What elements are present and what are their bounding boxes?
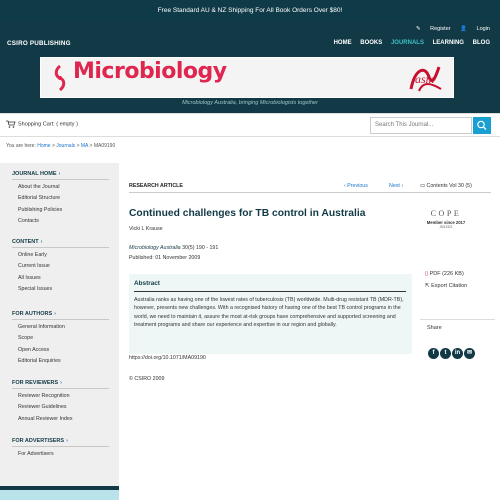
nav-journals[interactable]: JOURNALS — [390, 40, 424, 46]
auth-links — [408, 26, 490, 32]
download-links — [425, 268, 495, 292]
cope-logo: COPE — [430, 209, 462, 218]
sidebar-item-about[interactable]: About the Journal — [18, 184, 60, 190]
tagline: Microbiology Australia, bringing Microbiologists together — [182, 100, 318, 106]
sidebar-content — [12, 239, 109, 295]
login-link[interactable]: 👤 Login — [460, 26, 490, 32]
sidebar-item-editorial-enquiries[interactable]: Editorial Enquiries — [18, 357, 61, 364]
nav-blog[interactable]: BLOG — [472, 40, 490, 46]
microbe-icon — [52, 64, 68, 92]
breadcrumb-journals[interactable]: Journals — [56, 143, 76, 149]
sidebar-advertisers — [12, 438, 109, 460]
doi-link[interactable]: https://doi.org/10.1071/MA09190 — [129, 355, 206, 361]
search-icon — [473, 117, 491, 134]
twitter-icon[interactable]: t — [440, 348, 451, 359]
banner-title: Microbiology — [73, 59, 227, 84]
article-author[interactable]: Vicki L Krause — [129, 226, 163, 232]
chevron-left-icon: ‹ — [344, 183, 346, 189]
search-button[interactable] — [473, 117, 491, 134]
cart-label: Shopping Cart: ( empty ) — [18, 121, 78, 128]
sidebar-item-annual-reviewer-index[interactable]: Annual Reviewer Index — [18, 415, 73, 422]
breadcrumb: You are here: Home > Journals > MA > MA09190 — [6, 143, 116, 149]
svg-text:asm: asm — [415, 72, 435, 86]
breadcrumb-home[interactable]: Home — [37, 143, 51, 149]
nav-learning[interactable]: LEARNING — [432, 40, 464, 46]
register-link[interactable]: ✎ Register — [415, 26, 451, 32]
contents-icon: ▭ — [420, 183, 426, 189]
sidebar-item-general-information[interactable]: General Information — [18, 324, 65, 330]
sidebar-item-all-issues[interactable]: All Issues — [18, 274, 41, 281]
brand-logo[interactable]: CSIRO PUBLISHING — [7, 40, 71, 47]
article-citation: Microbiology Australia 30(5) 190 - 191 — [129, 245, 219, 251]
sidebar-reviewers — [12, 380, 109, 425]
email-icon[interactable]: ✉ — [464, 348, 475, 359]
pdf-download-link[interactable]: ▯ PDF (226 KB) — [425, 271, 464, 277]
cart-icon — [6, 120, 16, 128]
sidebar-heading-advertisers[interactable]: FOR ADVERTISERS › — [12, 438, 109, 447]
main-nav — [327, 40, 490, 46]
pdf-icon: ▯ — [425, 271, 429, 277]
sidebar-item-editorial-structure[interactable]: Editorial Structure — [18, 195, 61, 202]
chevron-right-icon: › — [401, 183, 404, 189]
site-header — [0, 22, 500, 126]
share-divider — [420, 319, 495, 320]
shopping-cart[interactable] — [6, 120, 78, 128]
asm-logo-icon — [405, 59, 447, 97]
sidebar-item-publishing-policies[interactable]: Publishing Policies — [18, 206, 63, 213]
sidebar-heading-content[interactable]: CONTENT › — [12, 239, 109, 248]
social-share-buttons — [428, 341, 476, 359]
search-row — [0, 113, 500, 137]
breadcrumb-current: MA09190 — [93, 143, 116, 149]
sidebar-item-open-access[interactable]: Open Access — [18, 346, 50, 353]
nav-books[interactable]: BOOKS — [360, 40, 383, 46]
cope-badge[interactable] — [423, 209, 469, 239]
sidebar-item-reviewer-guidelines[interactable]: Reviewer Guidelines — [18, 404, 67, 411]
search-input[interactable]: Search This Journal... — [370, 117, 472, 134]
abstract-panel — [129, 274, 412, 354]
sidebar-heading-authors[interactable]: FOR AUTHORS › — [12, 311, 109, 320]
promo-bar — [0, 0, 500, 22]
sidebar-heading-journal-home[interactable]: JOURNAL HOME › — [12, 171, 109, 180]
facebook-icon[interactable]: f — [428, 348, 439, 359]
sidebar — [0, 163, 119, 500]
export-icon: ⇱ — [425, 283, 430, 289]
share-label: Share — [427, 325, 442, 331]
sidebar-item-contacts[interactable]: Contacts — [18, 217, 39, 224]
promo-text: Free Standard AU & NZ Shipping For All Book Orders Over $80! — [157, 7, 343, 14]
sidebar-footer-band — [0, 486, 119, 500]
cope-membership: Member since 2017 — [426, 220, 466, 225]
article-title: Continued challenges for TB control in Australia — [129, 208, 366, 219]
sidebar-item-online-early[interactable]: Online Early — [18, 252, 47, 258]
sidebar-item-scope[interactable]: Scope — [18, 335, 34, 342]
export-citation-link[interactable]: ⇱ Export Citation — [425, 283, 468, 289]
sidebar-item-special-issues[interactable]: Special Issues — [18, 285, 53, 292]
sidebar-item-for-advertisers[interactable]: For Advertisers — [18, 451, 54, 457]
linkedin-icon[interactable]: in — [452, 348, 463, 359]
sidebar-item-current-issue[interactable]: Current Issue — [18, 263, 50, 270]
article-type: RESEARCH ARTICLE — [129, 183, 183, 189]
sidebar-journal-home — [12, 171, 109, 227]
cope-number: JM13321 — [439, 225, 453, 229]
abstract-text: Australia ranks as having one of the lowest rates of tuberculosis (TB) worldwide. Multi-drug resistant TB (MDR-TB), however, presents new challenges. With a recognised history of having one of the best TB control programs in the world, we need to maintain it, assure the most at-risk groups have comprehensive and supported screening and treatment programs and share our experience and expertise in our region and globally. — [134, 297, 404, 328]
contents-link[interactable]: ▭ Contents Vol 30 (5) — [420, 183, 472, 189]
sidebar-heading-reviewers[interactable]: FOR REVIEWERS › — [12, 380, 109, 389]
previous-article-link[interactable]: ‹ Previous — [344, 183, 368, 189]
next-article-link[interactable]: Next › — [389, 183, 404, 189]
nav-home[interactable]: HOME — [333, 40, 352, 46]
copyright: © CSIRO 2009 — [129, 376, 165, 382]
article-nav-bar — [129, 183, 491, 193]
sidebar-authors — [12, 311, 109, 367]
sidebar-item-reviewer-recognition[interactable]: Reviewer Recognition — [18, 393, 70, 399]
journal-name[interactable]: Microbiology Australia — [129, 245, 181, 251]
published-date: Published: 01 November 2009 — [129, 255, 201, 261]
abstract-heading: Abstract — [134, 280, 160, 287]
breadcrumb-ma[interactable]: MA — [80, 143, 89, 149]
abstract-divider — [134, 291, 406, 292]
journal-banner[interactable] — [40, 57, 454, 98]
